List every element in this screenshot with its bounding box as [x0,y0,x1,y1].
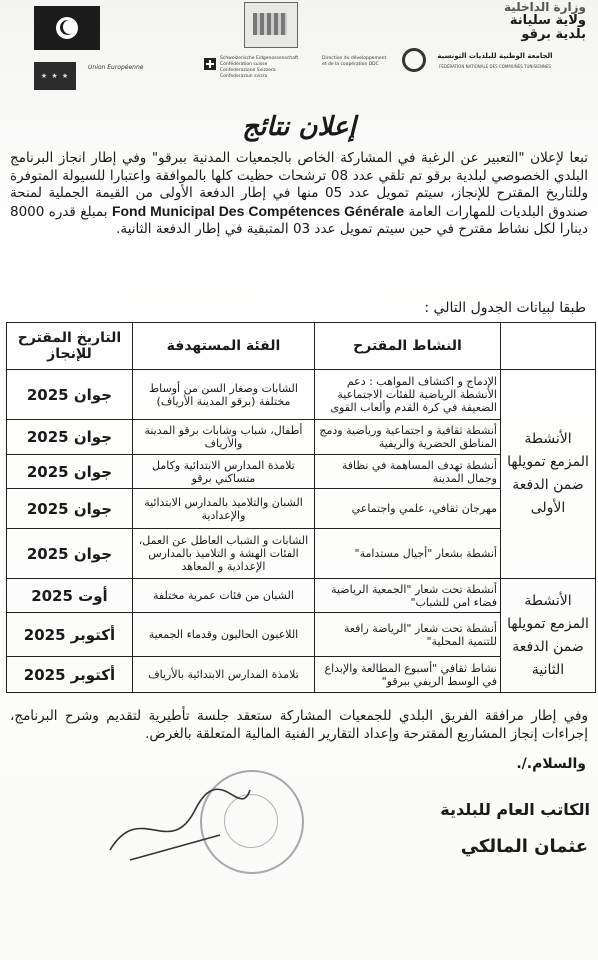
closing-paragraph: وفي إطار مرافقة الفريق البلدي للجمعيات المشاركة ستعقد جلسة تأطيرية لتقديم وشرح البرنامج، إجراءات إنجاز المشاريع المقترحة وإعداد التقارير الفنية المالية المتعلقة بالغرض. [10,708,588,742]
date-cell: أكتوبر 2025 [7,613,133,657]
table-corner-cell [500,323,595,370]
intro-text-after: بمبلغ قدره 8000 دينارا لكل نشاط مقترح في حين سيتم تمويل عدد 03 المتبقية في إطار الدفعة الثانية. [10,203,588,237]
date-cell: جوان 2025 [7,420,133,455]
table-row [7,579,596,613]
target-cell: أطفال، شباب وشابات برقو المدينة والأرياف [132,420,314,455]
header-activity: النشاط المقترح [315,323,501,370]
intro-paragraph [10,150,588,239]
target-cell: الشبان من فئات عمرية مختلفة [132,579,314,613]
activity-cell: نشاط ثقافي "أسبوع المطالعة والإبداع في الوسط الريفي ببرقو" [315,657,501,693]
signatory-role: الكاتب العام للبلدية [440,800,590,819]
activities-table [6,322,596,693]
swiss-confederation-text: Schweizerische Eidgenossenschaft Confédération suisse Confederazione Svizzera Confederaziun svizra [220,56,299,79]
swiss-cross-icon [204,58,216,70]
governorate-name: ولاية سليانة [509,13,586,28]
target-cell: الشابات وصغار السن من أوساط مختلفة (برقو المدينة الأرياف) [132,370,314,420]
document-title: إعلان نتائج [242,112,356,142]
municipality-name: بلدية برقو [521,27,586,42]
date-cell: جوان 2025 [7,489,133,529]
activity-cell: أنشطة ثقافية و اجتماعية ورياضية ودمج المناطق الحضرية والريفية [315,420,501,455]
target-cell: الشابات و الشباب العاطل عن العمل، الفئات الهشة و التلاميذ بالمدارس الإعدادية و المعاهد [132,529,314,579]
target-cell: اللاعبون الحاليون وقدماء الجمعية [132,613,314,657]
group-second-batch: الأنشطة المزمع تمويلها ضمن الدفعة الثانية [500,579,595,693]
intro-text-before: تبعا لإعلان "التعبير عن الرغبة في المشاركة الخاص بالجمعيات المدنية ببرقو" وفي إطار انجاز البرنامج البلدي الخصوصي لبلدية برقو تم تلقي عدد 08 ترشحات حظيت كلها بالموافقة واعتبارا للسيولة المتوفرة وللتاريخ المقترح للإنجاز، سيتم تمويل عدد 05 منها في إطار الدفعة الأولى من القيمة الجملية لمنحة صندوق البلديات للمهارات العامة [10,150,588,220]
activity-cell: أنشطة تهدف المساهمة في نظافة وجمال المدينة [315,455,501,489]
issuer-block [446,0,586,42]
activity-cell: أنشطة تحت شعار "الرياضة رافعة للتنمية المحلية" [315,613,501,657]
group-first-batch: الأنشطة المزمع تمويلها ضمن الدفعة الأولى [500,370,595,579]
activity-cell: أنشطة تحت شعار "الجمعية الرياضية فضاء امن للشباب" [315,579,501,613]
table-header-row [7,323,596,370]
handwritten-signature-icon [100,780,260,870]
target-cell: تلامذة المدارس الابتدائية بالأرياف [132,657,314,693]
date-cell: جوان 2025 [7,370,133,420]
date-cell: جوان 2025 [7,455,133,489]
ministry-name: وزارة الداخلية [503,0,586,14]
municipal-coat-of-arms-icon [244,2,298,48]
header-target: الفئة المستهدفة [132,323,314,370]
target-cell: تلامذة المدارس الابتدائية وكامل متساكني برقو [132,455,314,489]
eu-label: Union Européenne [88,64,144,71]
table-row [7,370,596,420]
eu-flag-icon: ★ ★ ★ [34,62,76,90]
ftcc-subtitle: FÉDÉRATION NATIONALE DES COMMUNES TUNISIENNES [439,64,551,69]
ddc-text: Direction du développement et de la coopération DDC [322,56,387,67]
date-cell: جوان 2025 [7,529,133,579]
signatory-name: عثمان المالكي [460,836,588,857]
header-date: التاريخ المقترح للإنجاز [7,323,133,370]
activity-cell: أنشطة بشعار "أجيال مستدامة" [315,529,501,579]
tunisia-flag-icon [34,6,100,50]
pre-table-text: طبقا لبيانات الجدول التالي : [424,300,586,316]
date-cell: أوت 2025 [7,579,133,613]
target-cell: الشبان والتلاميذ بالمدارس الابتدائية والإعدادية [132,489,314,529]
ftcc-name: الجامعة الوطنية للبلديات التونسية [437,52,553,60]
activity-cell: الإدماج و اكتشاف المواهب : دعم الأنشطة الرياضية للفئات الاجتماعية الضعيفة في كرة القدم وألعاب القوى [315,370,501,420]
salutation: والسلام./. [516,756,586,772]
ftcc-logo-icon [402,48,426,72]
activity-cell: مهرجان ثقافي، علمي واجتماعي [315,489,501,529]
fund-name: Fond Municipal Des Compétences Générale [111,202,405,219]
date-cell: أكتوبر 2025 [7,657,133,693]
